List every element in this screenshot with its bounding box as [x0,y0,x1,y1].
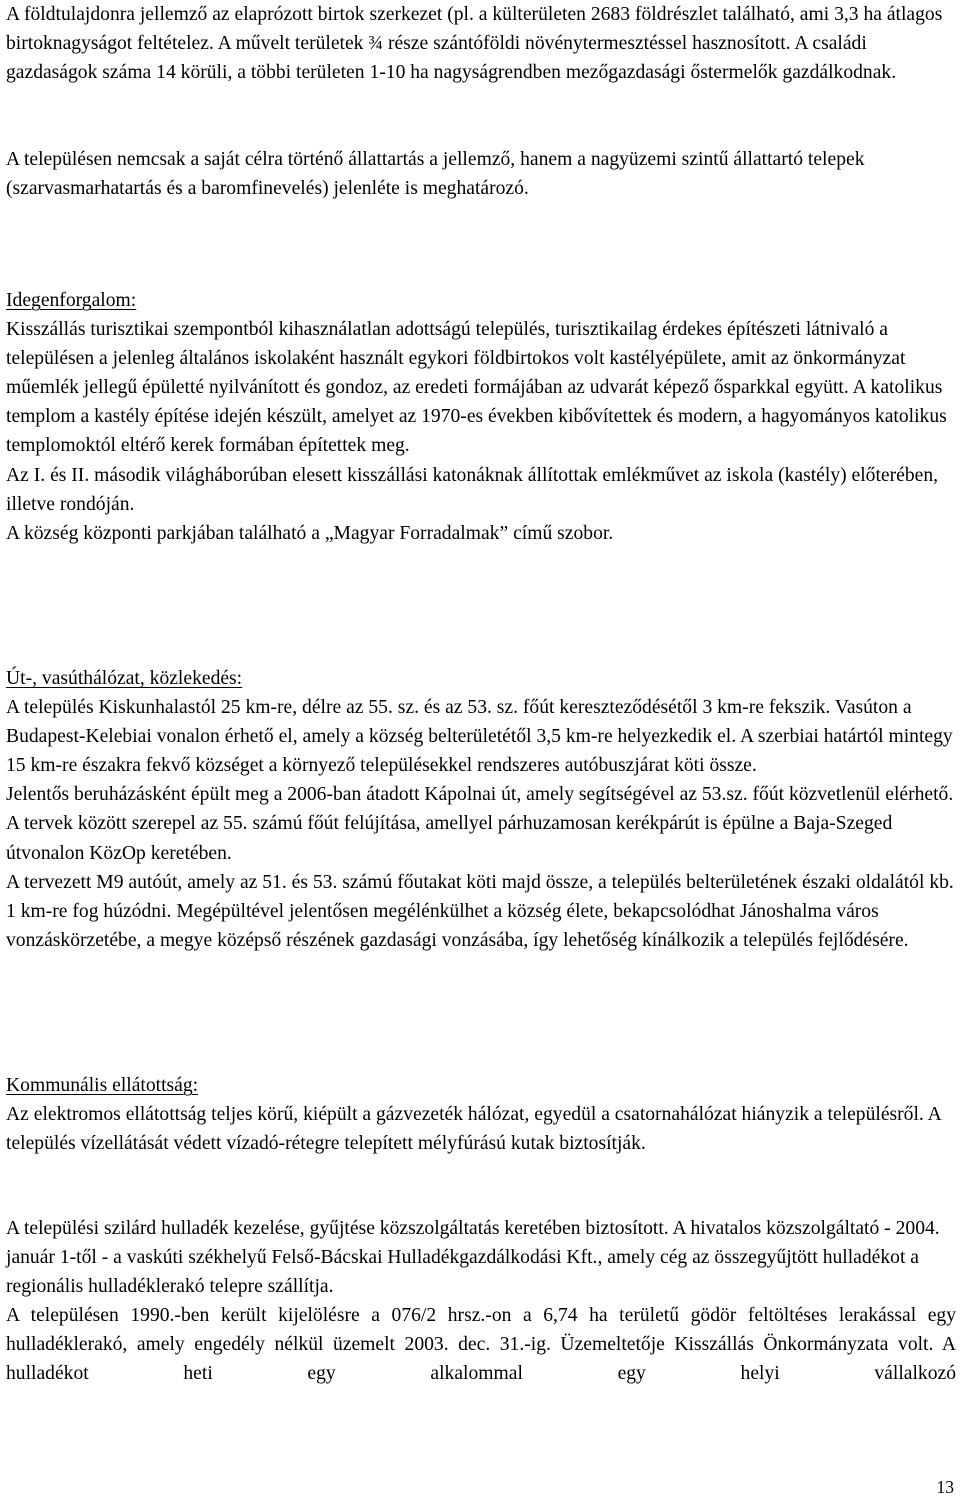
transport-heading: Út-, vasúthálózat, közlekedés: [6,668,243,689]
tourism-paragraph-memorial: Az I. és II. második világháborúban elesett kisszállási katonáknak állítottak emlékművet az iskola (kastély) előterében, illetve rondóján. [6,464,939,515]
tourism-paragraph-castle: Kisszállás turisztikai szempontból kihasználatlan adottságú település, turisztikailag érdekes építészeti látnivaló a településen a jelenleg általános iskolaként használt egykori földbirtokos volt kastélyépülete, amit az önkormányzat műemlék jellegű épületté nyilvánított és gondoz, az eredeti formájában az udvarát képező ősparkkal együtt. A katolikus templom a kastély építése idején készült, amelyet az 1970-es években kibővítettek és modern, a hagyományos katolikus templomoktól eltérő kerek formában építettek meg. [6,319,947,457]
transport-section [6,664,956,955]
transport-paragraph-motorway: A tervezett M9 autóút, amely az 51. és 53. számú főutakat köti majd össze, a település belterületének északi oldalától kb. 1 km-re fog húzódni. Megépültével jelentősen megélénkülhet a község élete, bekapcsolódhat Jánoshalma város vonzáskörzetébe, a megye középső részének gazdasági vonzásába, így lehetőség kínálkozik a település fejlődésére. [6,871,954,951]
transport-paragraph-plans: A tervek között szerepel az 55. számú főút felújítása, amellyel párhuzamosan kerékpárút is épülne a Baja-Szeged útvonalon KözOp keretében. [6,813,893,864]
intro-section [6,0,956,87]
intro-section-livestock [6,145,956,203]
transport-paragraph-road: Jelentős beruházásként épült meg a 2006-ban átadott Kápolnai út, amely segítségével az 53.sz. főút közvetlenül elérhető. [6,784,954,806]
utilities-section-waste [6,1214,956,1389]
utilities-paragraph-waste: A települési szilárd hulladék kezelése, gyűjtése közszolgáltatás keretében biztosított. A hivatalos közszolgáltató - 2004. január 1-től - a vaskúti székhelyű Felső-Bácskai Hulladékgazdálkodási Kft., amely cég az összegyűjtött hulladékot a regionális hulladéklerakó telepre szállítja. [6,1218,940,1298]
intro-paragraph-land: A földtulajdonra jellemző az elaprózott birtok szerkezet (pl. a külterületen 2683 földrészlet található, ami 3,3 ha átlagos birtoknagyságot feltételez. A művelt területek ¾ része szántóföldi növénytermesztéssel hasznosított. A családi gazdaságok száma 14 körüli, a többi területen 1-10 ha nagyságrendben mezőgazdasági őstermelők gazdálkodnak. [6,4,943,84]
tourism-paragraph-statue: A község központi parkjában található a „Magyar Forradalmak” című szobor. [6,522,614,544]
transport-paragraph-location: A település Kiskunhalastól 25 km-re, délre az 55. sz. és az 53. sz. főút kereszteződésétől 3 km-re fekszik. Vasúton a Budapest-Kelebiai vonalon érhető el, amely a község belterületétől 3,5 km-re helyezkedik el. A szerbiai határtól mintegy 15 km-re északra fekvő községet a környező településekkel rendszeres autóbuszjárat köti össze. [6,697,953,777]
tourism-heading: Idegenforgalom: [6,290,137,311]
utilities-paragraph-landfill: A településen 1990.-ben került kijelölésre a 076/2 hrsz.-on a 6,74 ha területű gödör feltöltéses lerakással egy hulladéklerakó, amely engedély nélkül üzemelt 2003. dec. 31.-ig. Üzemeltetője Kisszállás Önkormányzata volt. A hulladékot heti egy alkalommal egy helyi vállalkozó [6,1305,956,1385]
utilities-heading: Kommunális ellátottság: [6,1075,199,1096]
page-number: 13 [936,1477,954,1497]
utilities-paragraph-networks: Az elektromos ellátottság teljes körű, kiépült a gázvezeték hálózat, egyedül a csatornahálózat hiányzik a településről. A település vízellátását védett vízadó-rétegre telepített mélyfúrású kutak biztosítják. [6,1104,941,1155]
intro-paragraph-livestock: A településen nemcsak a saját célra történő állattartás a jellemző, hanem a nagyüzemi szintű állattartó telepek (szarvasmarhatartás és a baromfinevelés) jelenléte is meghatározó. [6,149,865,200]
utilities-section [6,1071,956,1158]
tourism-section [6,286,956,548]
